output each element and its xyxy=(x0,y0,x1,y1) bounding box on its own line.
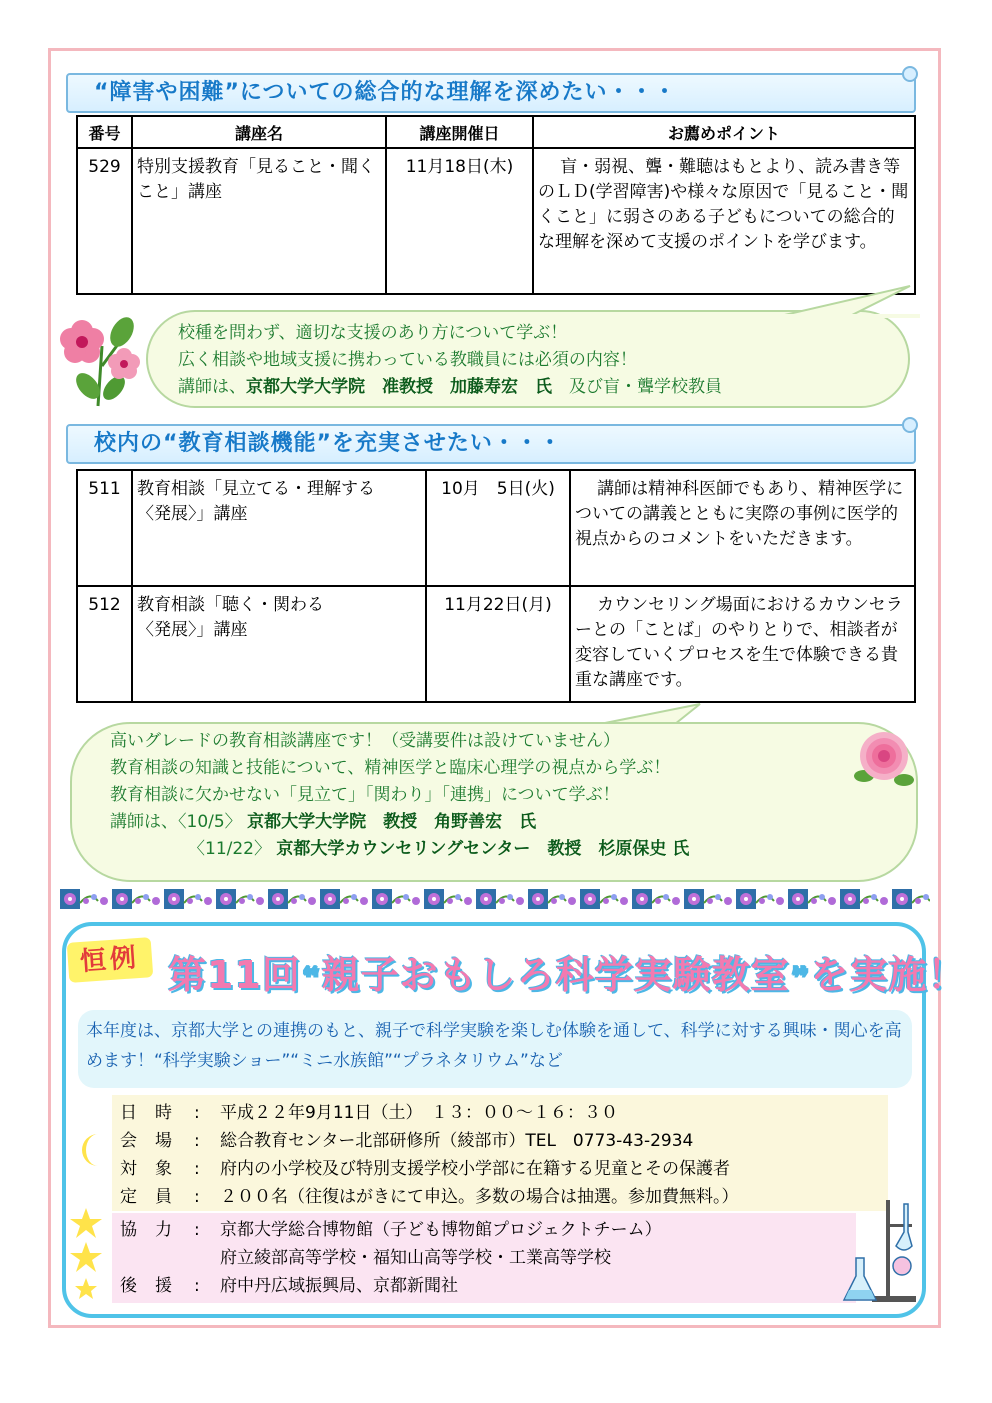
callout-line: 広く相談や地域支援に携わっている教職員には必須の内容！ xyxy=(178,350,637,370)
course-name: 教育相談「聴く・関わる 〈発展〉」講座 xyxy=(132,586,426,702)
table-header-row xyxy=(77,116,915,148)
instructor-name: 京都大学カウンセリングセンター 教授 杉原保史 氏 xyxy=(276,839,690,859)
event-details xyxy=(112,1095,888,1211)
star-icons xyxy=(68,1206,104,1302)
instructor-line: 講師は、〈10/5〉 京都大学大学院 教授 角野善宏 氏 xyxy=(110,812,537,832)
col-header-point: お薦めポイント xyxy=(533,116,915,148)
instructor-line: 〈11/22〉 京都大学カウンセリングセンター 教授 杉原保史 氏 xyxy=(188,839,690,859)
table-row xyxy=(77,148,915,294)
event-support xyxy=(112,1213,856,1303)
course-date: 11月22日(月) xyxy=(426,586,570,702)
callout-tail xyxy=(780,282,920,318)
section2-table xyxy=(76,469,916,703)
course-point: 盲・弱視、聾・難聴はもとより、読み書き等のＬＤ(学習障害)や様々な原因で「見ること・聞くこと」に弱さのある子どもについての総合的な理解を深めて支援のポイントを学びます。 xyxy=(533,148,915,294)
callout-line: 教育相談に欠かせない「見立て」「関わり」「連携」について学ぶ！ xyxy=(110,785,620,805)
hibiscus-flower-icon xyxy=(52,306,144,410)
event-tag: 恒例 xyxy=(67,937,154,983)
section2-heading xyxy=(66,424,916,464)
instructor-name: 京都大学大学院 教授 角野善宏 氏 xyxy=(247,812,537,832)
callout-line: 教育相談の知識と技能について、精神医学と臨床心理学の視点から学ぶ！ xyxy=(110,758,671,778)
callout-line: 校種を問わず、適切な支援のあり方について学ぶ！ xyxy=(178,323,568,343)
event-title: 第11回“親子おもしろ科学実験教室”を実施！ xyxy=(168,953,967,997)
support-row: 府立綾部高等学校・福知山高等学校・工業高等学校 xyxy=(220,1248,611,1268)
section2-heading-text: 校内の“教育相談機能”を充実させたい・・・ xyxy=(94,431,562,456)
course-point: カウンセリング場面におけるカウンセラーとの「ことば」のやりとりで、相談者が変容していくプロセスを生で体験できる貴重な講座です。 xyxy=(570,586,915,702)
course-number: 511 xyxy=(77,470,132,586)
dahlia-flower-icon xyxy=(848,722,920,792)
col-header-date: 講座開催日 xyxy=(386,116,533,148)
course-number: 512 xyxy=(77,586,132,702)
detail-row: 対象 : 府内の小学校及び特別支援学校小学部に在籍する児童とその保護者 xyxy=(120,1159,730,1179)
instructor-name: 京都大学大学院 准教授 加藤寿宏 氏 xyxy=(246,377,552,397)
event-intro: 本年度は、京都大学との連携のもと、親子で科学実験を楽しむ体験を通して、科学に対する興味・関心を高めます！“科学実験ショー”“ミニ水族館”“プラネタリウム”など xyxy=(78,1010,912,1088)
detail-row: 定員 : ２００名（往復はがきにて申込。多数の場合は抽選。参加費無料。） xyxy=(120,1187,739,1207)
col-header-num: 番号 xyxy=(77,116,132,148)
course-name: 特別支援教育「見ること・聞くこと」講座 xyxy=(132,148,386,294)
section1-heading-text: “障害や困難”についての総合的な理解を深めたい・・・ xyxy=(94,80,677,105)
course-name: 教育相談「見立てる・理解する 〈発展〉」講座 xyxy=(132,470,426,586)
moon-icon xyxy=(72,1130,108,1170)
section1-callout xyxy=(146,310,910,408)
support-row: 後援 : 府中丹広域振興局、京都新聞社 xyxy=(120,1276,458,1296)
section2-callout xyxy=(70,722,918,882)
instructor-line: 講師は、京都大学大学院 准教授 加藤寿宏 氏 及び盲・聾学校教員 xyxy=(178,377,722,397)
col-header-name: 講座名 xyxy=(132,116,386,148)
section1-heading xyxy=(66,73,916,113)
detail-row: 日時 : 平成２２年9月11日（土） １３：００〜１６：３０ xyxy=(120,1103,618,1123)
course-point: 講師は精神科医師でもあり、精神医学についての講義とともに実際の事例に医学的視点からのコメントをいただきます。 xyxy=(570,470,915,586)
course-number: 529 xyxy=(77,148,132,294)
course-date: 11月18日(木) xyxy=(386,148,533,294)
course-date: 10月 5日(火) xyxy=(426,470,570,586)
section1-table xyxy=(76,115,916,295)
table-row xyxy=(77,586,915,702)
detail-row: 会場 : 総合教育センター北部研修所（綾部市）TEL 0773-43-2934 xyxy=(120,1131,694,1151)
support-row: 協力 : 京都大学総合博物館（子ども博物館プロジェクトチーム） xyxy=(120,1220,662,1240)
callout-line: 高いグレードの教育相談講座です！（受講要件は設けていません） xyxy=(110,731,620,751)
lab-flask-icon xyxy=(842,1196,922,1308)
scroll-curl-icon xyxy=(902,417,918,433)
table-row xyxy=(77,470,915,586)
flower-border-strip xyxy=(60,887,930,913)
scroll-curl-icon xyxy=(902,66,918,82)
